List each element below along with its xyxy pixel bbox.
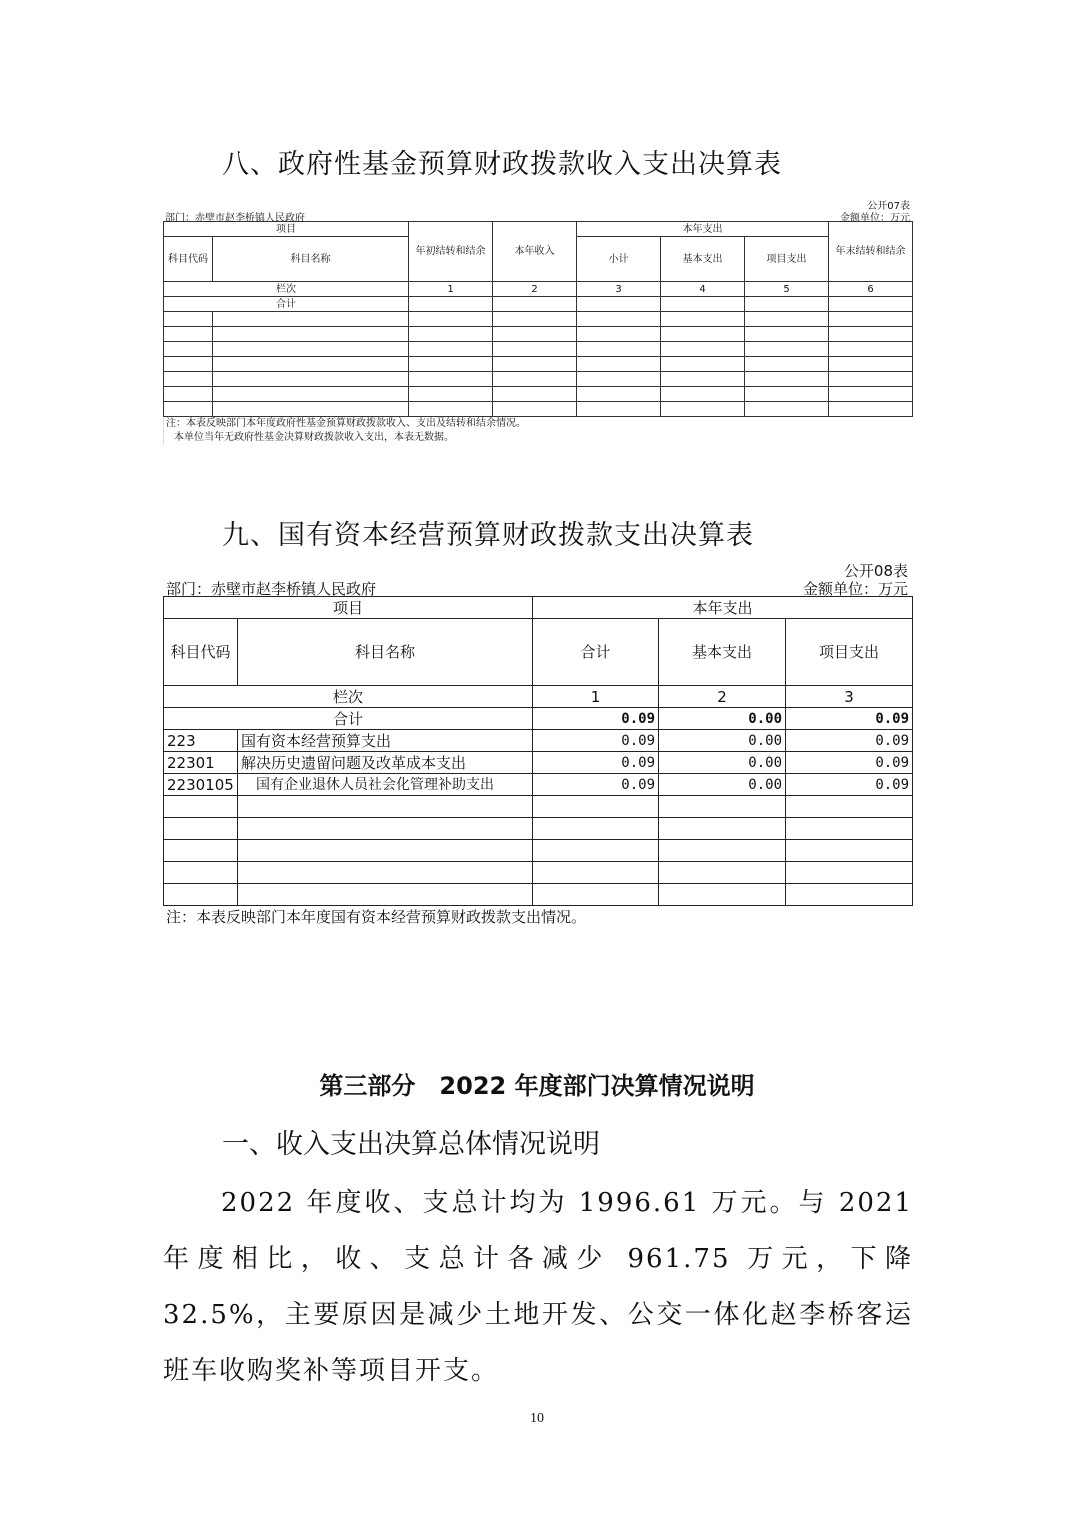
row-project: 0.09: [786, 752, 913, 774]
row-project: 0.09: [786, 730, 913, 752]
header-subtotal: 小计: [577, 237, 661, 282]
table-code: 公开08表: [843, 562, 908, 580]
row-basic: 0.00: [659, 774, 786, 796]
total-project: 0.09: [786, 708, 913, 730]
header-subject-name: 科目名称: [238, 619, 533, 686]
department-label: 部门：赤壁市赵李桥镇人民政府: [165, 213, 305, 224]
header-subject-code: 科目代码: [164, 237, 213, 282]
total-row-label: 合计: [164, 708, 533, 730]
table-row: [164, 730, 913, 752]
table-row: [164, 884, 913, 906]
row-basic: 0.00: [659, 752, 786, 774]
header-end-balance: 年末结转和结余: [829, 222, 913, 282]
subject-name: 国有企业退休人员社会化管理补助支出: [238, 774, 533, 796]
subject-name: 解决历史遗留问题及改革成本支出: [238, 752, 533, 774]
column-row-label: 栏次: [164, 686, 533, 708]
table-note: 注：本表反映部门本年度国有资本经营预算财政拨款支出情况。: [166, 908, 587, 926]
table-row: [164, 402, 913, 417]
table-row: [164, 387, 913, 402]
unit-label: 金额单位：万元: [802, 580, 908, 598]
page-number: 10: [530, 1411, 544, 1426]
column-number: 5: [745, 282, 829, 297]
state-capital-table: [163, 558, 912, 928]
column-number: 6: [829, 282, 913, 297]
header-subject-name: 科目名称: [213, 237, 409, 282]
column-row-label: 栏次: [164, 282, 409, 297]
header-subject-code: 科目代码: [164, 619, 238, 686]
header-current-income: 本年收入: [493, 222, 577, 282]
row-basic: 0.00: [659, 730, 786, 752]
header-project: 项目支出: [786, 619, 913, 686]
table-row: [164, 818, 913, 840]
table-row: [164, 840, 913, 862]
header-current-expense: 本年支出: [577, 222, 829, 237]
header-current-expense: 本年支出: [533, 597, 913, 619]
total-basic: 0.00: [659, 708, 786, 730]
table-row: [164, 327, 913, 342]
header-item: 项目: [164, 597, 533, 619]
subject-code: 2230105: [164, 774, 238, 796]
unit-label: 金额单位：万元: [840, 213, 910, 224]
section9-heading: 九、国有资本经营预算财政拨款支出决算表: [222, 520, 754, 551]
column-number: 2: [659, 686, 786, 708]
column-number: 1: [409, 282, 493, 297]
row-total: 0.09: [533, 730, 659, 752]
section8-heading: 八、政府性基金预算财政拨款收入支出决算表: [222, 149, 782, 180]
column-number: 2: [493, 282, 577, 297]
row-total: 0.09: [533, 752, 659, 774]
table-row: [164, 357, 913, 372]
column-number: 3: [577, 282, 661, 297]
total-amount: 0.09: [533, 708, 659, 730]
table-note: 本单位当年无政府性基金决算财政拨款收入支出，本表无数据。: [163, 431, 912, 445]
total-row-label: 合计: [164, 297, 409, 312]
subject-code: 223: [164, 730, 238, 752]
table-row: [164, 752, 913, 774]
table-row: [164, 342, 913, 357]
table-row: [164, 372, 913, 387]
table-code: 公开07表: [867, 201, 910, 212]
column-number: 4: [661, 282, 745, 297]
body-paragraph: 2022 年度收、支总计均为 1996.61 万元。与 2021 年度相比，收、支总计各减少 961.75 万元，下降 32.5%，主要原因是减少土地开发、公交一体化赵李桥客运班车收购奖补等项目开支。: [163, 1188, 913, 1386]
government-fund-table: [163, 197, 912, 445]
header-begin-balance: 年初结转和结余: [409, 222, 493, 282]
table-row: [164, 774, 913, 796]
column-number: 3: [786, 686, 913, 708]
table-row: [164, 312, 913, 327]
subject-code: 22301: [164, 752, 238, 774]
table-row: [164, 862, 913, 884]
subject-name: 国有资本经营预算支出: [238, 730, 533, 752]
header-total: 合计: [533, 619, 659, 686]
table-row: [164, 796, 913, 818]
department-label: 部门：赤壁市赵李桥镇人民政府: [166, 580, 377, 598]
column-number: 1: [533, 686, 659, 708]
header-basic: 基本支出: [661, 237, 745, 282]
header-item: 项目: [164, 222, 409, 237]
header-project: 项目支出: [745, 237, 829, 282]
row-total: 0.09: [533, 774, 659, 796]
row-project: 0.09: [786, 774, 913, 796]
section-title: 一、收入支出决算总体情况说明: [222, 1129, 600, 1160]
table-note: 注：本表反映部门本年度政府性基金预算财政拨款收入、支出及结转和结余情况。: [163, 417, 912, 431]
header-basic: 基本支出: [659, 619, 786, 686]
part-title: 第三部分 2022 年度部门决算情况说明: [319, 1072, 755, 1100]
